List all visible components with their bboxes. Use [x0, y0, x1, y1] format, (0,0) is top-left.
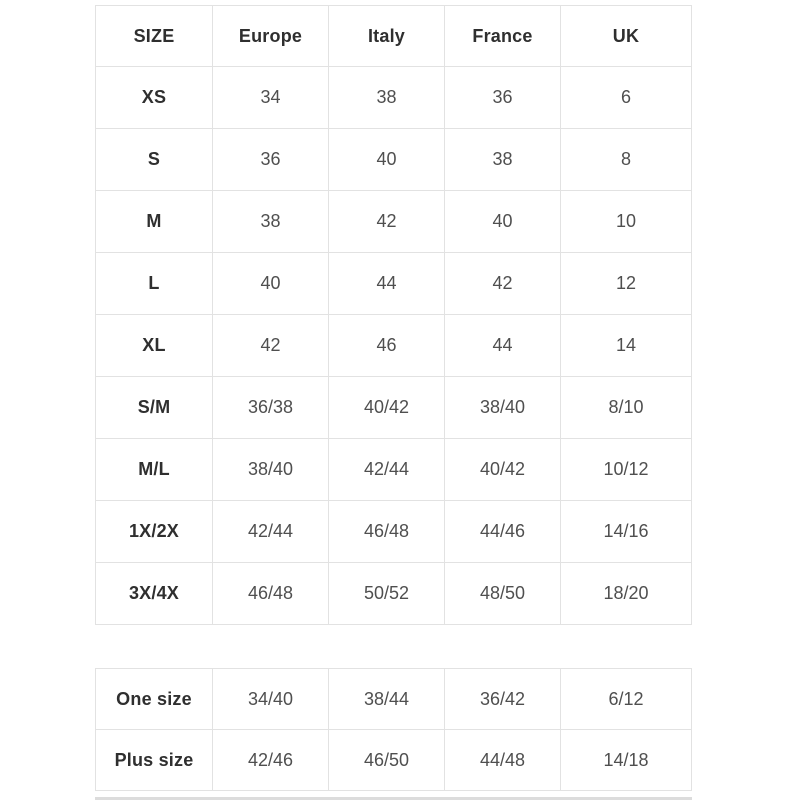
- column-header: SIZE: [96, 6, 213, 67]
- value-cell: 44: [329, 253, 445, 315]
- value-cell: 36: [445, 67, 561, 129]
- value-cell: 14/18: [561, 730, 692, 791]
- value-cell: 50/52: [329, 563, 445, 625]
- value-cell: 10/12: [561, 439, 692, 501]
- special-size-conversion-table: [95, 668, 692, 791]
- value-cell: 38: [445, 129, 561, 191]
- value-cell: 42: [213, 315, 329, 377]
- size-label-cell: 1X/2X: [96, 501, 213, 563]
- value-cell: 40: [329, 129, 445, 191]
- table-row: [96, 191, 692, 253]
- value-cell: 40: [213, 253, 329, 315]
- value-cell: 42: [445, 253, 561, 315]
- size-label-cell: M/L: [96, 439, 213, 501]
- size-label-cell: S: [96, 129, 213, 191]
- size-label-cell: L: [96, 253, 213, 315]
- value-cell: 44: [445, 315, 561, 377]
- size-label-cell: One size: [96, 669, 213, 730]
- table-row: [96, 377, 692, 439]
- table-row: [96, 67, 692, 129]
- table-row: [96, 439, 692, 501]
- table-row: [96, 501, 692, 563]
- size-label-cell: XS: [96, 67, 213, 129]
- column-header: France: [445, 6, 561, 67]
- value-cell: 38/40: [445, 377, 561, 439]
- value-cell: 34/40: [213, 669, 329, 730]
- size-label-cell: 3X/4X: [96, 563, 213, 625]
- table-row: [96, 730, 692, 791]
- header-row: [96, 6, 692, 67]
- column-header: Europe: [213, 6, 329, 67]
- value-cell: 6: [561, 67, 692, 129]
- value-cell: 18/20: [561, 563, 692, 625]
- value-cell: 8: [561, 129, 692, 191]
- value-cell: 36/42: [445, 669, 561, 730]
- value-cell: 40/42: [445, 439, 561, 501]
- value-cell: 44/48: [445, 730, 561, 791]
- size-label-cell: M: [96, 191, 213, 253]
- value-cell: 36: [213, 129, 329, 191]
- value-cell: 14/16: [561, 501, 692, 563]
- value-cell: 46/50: [329, 730, 445, 791]
- value-cell: 36/38: [213, 377, 329, 439]
- value-cell: 42/46: [213, 730, 329, 791]
- value-cell: 10: [561, 191, 692, 253]
- value-cell: 48/50: [445, 563, 561, 625]
- value-cell: 40/42: [329, 377, 445, 439]
- value-cell: 44/46: [445, 501, 561, 563]
- table-row: [96, 253, 692, 315]
- table-row: [96, 315, 692, 377]
- standard-size-conversion-table: [95, 5, 692, 625]
- value-cell: 6/12: [561, 669, 692, 730]
- value-cell: 38: [213, 191, 329, 253]
- value-cell: 42/44: [213, 501, 329, 563]
- value-cell: 14: [561, 315, 692, 377]
- size-label-cell: S/M: [96, 377, 213, 439]
- size-label-cell: Plus size: [96, 730, 213, 791]
- value-cell: 46: [329, 315, 445, 377]
- column-header: Italy: [329, 6, 445, 67]
- value-cell: 38: [329, 67, 445, 129]
- value-cell: 38/44: [329, 669, 445, 730]
- value-cell: 12: [561, 253, 692, 315]
- table-row: [96, 563, 692, 625]
- value-cell: 46/48: [329, 501, 445, 563]
- value-cell: 8/10: [561, 377, 692, 439]
- table-row: [96, 669, 692, 730]
- size-label-cell: XL: [96, 315, 213, 377]
- table-row: [96, 129, 692, 191]
- value-cell: 42: [329, 191, 445, 253]
- column-header: UK: [561, 6, 692, 67]
- value-cell: 38/40: [213, 439, 329, 501]
- value-cell: 40: [445, 191, 561, 253]
- value-cell: 34: [213, 67, 329, 129]
- value-cell: 42/44: [329, 439, 445, 501]
- value-cell: 46/48: [213, 563, 329, 625]
